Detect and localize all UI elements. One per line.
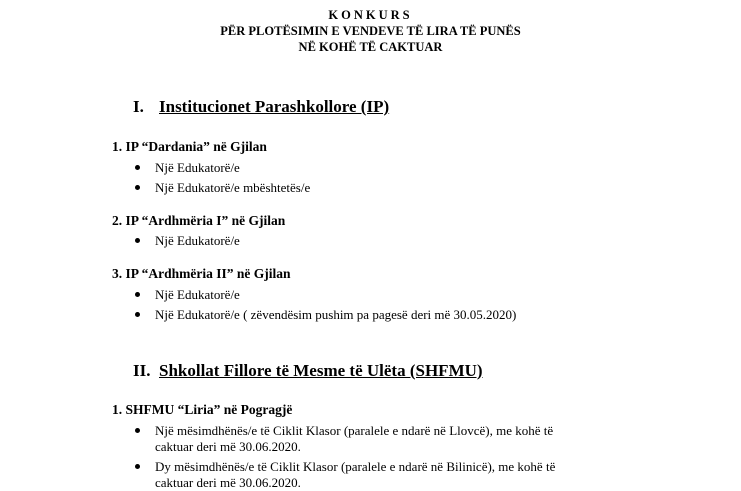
list-item-text: Një Edukatorë/e ( zëvendësim pushim pa pagesë deri më 30.05.2020) xyxy=(155,307,517,322)
list-item xyxy=(155,423,553,439)
bullet-icon xyxy=(135,428,140,433)
bullet-icon xyxy=(135,464,140,469)
institution-heading: 3. IP “Ardhmëria II” në Gjilan xyxy=(112,266,291,281)
list-item xyxy=(155,287,240,303)
section-number: I. xyxy=(133,97,144,116)
list-item-text: Një Edukatorë/e xyxy=(155,160,240,175)
list-item-text: Një Edukatorë/e xyxy=(155,287,240,302)
section-number: II. xyxy=(133,361,151,380)
list-item xyxy=(155,160,240,176)
section-heading-ip xyxy=(133,97,389,117)
doc-subtitle-2: NË KOHË TË CAKTUAR xyxy=(298,40,443,54)
list-item xyxy=(155,459,555,475)
bullet-icon xyxy=(135,165,140,170)
list-item-text: Një Edukatorë/e xyxy=(155,233,240,248)
list-item xyxy=(155,233,240,249)
bullet-icon xyxy=(135,238,140,243)
list-item-text: Një mësimdhënës/e të Ciklit Klasor (paralele e ndarë në Llovcë), me kohë të xyxy=(155,423,554,438)
bullet-icon xyxy=(135,312,140,317)
list-item xyxy=(155,307,516,323)
institution-heading: 1. IP “Dardania” në Gjilan xyxy=(112,139,267,154)
list-item-continuation: caktuar deri më 30.06.2020. xyxy=(155,439,301,454)
doc-title: KONKURS xyxy=(328,8,413,22)
section-title: Institucionet Parashkollore (IP) xyxy=(159,97,390,116)
list-item xyxy=(155,180,310,196)
section-title: Shkollat Fillore të Mesme të Ulëta (SHFMU) xyxy=(159,361,483,380)
bullet-icon xyxy=(135,292,140,297)
list-item-text: Një Edukatorë/e mbështetës/e xyxy=(155,180,311,195)
institution-heading: 2. IP “Ardhmëria I” në Gjilan xyxy=(112,213,286,228)
bullet-icon xyxy=(135,185,140,190)
list-item-continuation: caktuar deri më 30.06.2020. xyxy=(155,475,301,490)
institution-heading: 1. SHFMU “Liria” në Pogragjë xyxy=(112,402,293,417)
doc-subtitle-1: PËR PLOTËSIMIN E VENDEVE TË LIRA TË PUNËS xyxy=(220,24,521,38)
section-heading-shfmu xyxy=(133,361,483,381)
list-item-text: Dy mësimdhënës/e të Ciklit Klasor (paralele e ndarë në Bilinicë), me kohë të xyxy=(155,459,556,474)
